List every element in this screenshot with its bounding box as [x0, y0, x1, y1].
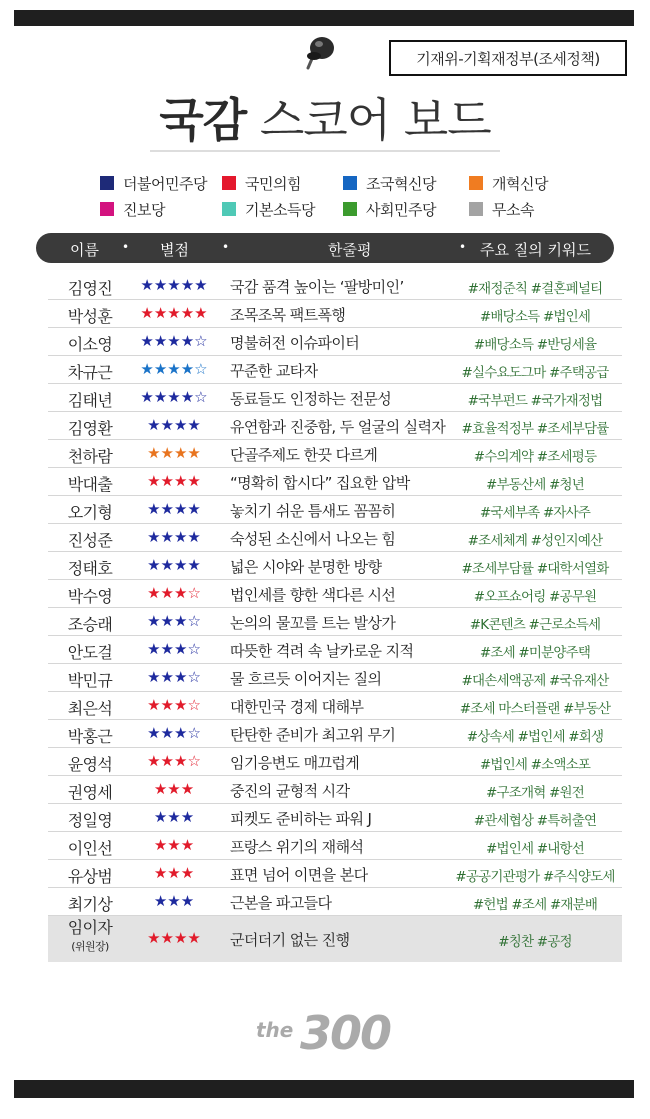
table-row	[48, 552, 622, 580]
empty-stars: ☆	[194, 332, 208, 350]
pushpin-icon	[300, 34, 340, 74]
member-name: 최은석	[67, 699, 113, 718]
table-row	[48, 440, 622, 468]
one-line-review: “명확히 합시다” 집요한 압박	[230, 474, 410, 492]
star-rating	[132, 416, 216, 434]
member-name: 이인선	[67, 839, 113, 858]
one-line-review: 군더더기 없는 진행	[230, 931, 350, 949]
keywords: #재정준칙 #결혼페널티	[467, 281, 603, 297]
one-line-review: 근본을 파고들다	[230, 894, 332, 912]
member-name: 최기상	[67, 895, 113, 914]
table-row	[48, 496, 622, 524]
keywords: #법인세 #내항선	[486, 841, 584, 857]
keywords: #수의계약 #조세평등	[473, 449, 597, 465]
filled-stars: ★★★	[153, 836, 195, 854]
one-line-review: 표면 넘어 이면을 본다	[230, 866, 368, 884]
star-rating	[132, 929, 216, 947]
table-row	[48, 328, 622, 356]
header-name: 이름	[70, 241, 99, 259]
star-rating	[132, 752, 216, 770]
member-name: 차규근	[67, 363, 113, 382]
keywords: #대손세액공제 #국유재산	[461, 673, 609, 689]
filled-stars: ★★★	[147, 612, 188, 630]
star-rating	[132, 808, 216, 826]
legend-row	[100, 196, 600, 222]
committee-label: 기재위-기획재정부(조세정책)	[389, 40, 627, 76]
legend-item	[222, 199, 343, 220]
one-line-review: 놓치기 쉬운 틈새도 꼼꼼히	[230, 502, 396, 520]
header-stars: 별점	[160, 241, 189, 259]
one-line-review: 물 흐르듯 이어지는 질의	[230, 670, 382, 688]
keywords: #K콘텐츠 #근로소득세	[469, 617, 601, 633]
one-line-review: 숙성된 소신에서 나오는 힘	[230, 530, 396, 548]
legend-item	[222, 173, 343, 194]
top-bar	[14, 10, 634, 26]
table-row	[48, 748, 622, 776]
keywords: #국부펀드 #국가재정법	[467, 393, 603, 409]
header-keywords: 주요 질의 키워드	[480, 241, 591, 259]
legend-label: 더불어민주당	[123, 174, 207, 193]
table-row	[48, 664, 622, 692]
table-row	[48, 804, 622, 832]
keywords: #조세 마스터플랜 #부동산	[459, 701, 611, 717]
keywords: #실수요도그마 #주택공급	[461, 365, 609, 381]
filled-stars: ★★★★★	[140, 304, 208, 322]
keywords: #관세협상 #특허출연	[473, 813, 597, 829]
one-line-review: 단골주제도 한끗 다르게	[230, 446, 378, 464]
filled-stars: ★★★★	[140, 332, 195, 350]
title-bold: 국감	[159, 93, 247, 147]
one-line-review: 프랑스 위기의 재해석	[230, 838, 364, 856]
star-rating	[132, 836, 216, 854]
legend-swatch	[100, 202, 114, 216]
legend-swatch	[343, 202, 357, 216]
empty-stars: ☆	[187, 752, 201, 770]
star-rating	[132, 640, 216, 658]
member-name: 천하람	[67, 447, 113, 466]
filled-stars: ★★★★	[147, 472, 201, 490]
keywords: #조세체계 #성인지예산	[467, 533, 603, 549]
title-regular: 스코어 보드	[246, 93, 491, 147]
star-rating	[132, 724, 216, 742]
star-rating	[132, 668, 216, 686]
title-divider	[150, 150, 500, 152]
star-rating	[132, 360, 216, 378]
filled-stars: ★★★★	[147, 556, 201, 574]
legend-label: 기본소득당	[245, 200, 315, 219]
table-row	[48, 524, 622, 552]
legend-swatch	[222, 176, 236, 190]
table-row	[48, 888, 622, 916]
table-row	[48, 412, 622, 440]
table-row	[48, 860, 622, 888]
one-line-review: 국감 품격 높이는 ‘팔방미인’	[230, 278, 404, 296]
star-rating	[132, 864, 216, 882]
keywords: #국세부족 #자사주	[479, 505, 591, 521]
star-rating	[132, 276, 216, 294]
filled-stars: ★★★	[147, 640, 188, 658]
member-name: 안도걸	[67, 643, 113, 662]
star-rating	[132, 332, 216, 350]
keywords: #부동산세 #청년	[486, 477, 584, 493]
keywords: #조세부담률 #대학서열화	[461, 561, 609, 577]
legend-item	[469, 199, 534, 220]
one-line-review: 임기응변도 매끄럽게	[230, 754, 360, 772]
one-line-review: 넓은 시야와 분명한 방향	[230, 558, 382, 576]
empty-stars: ☆	[187, 696, 201, 714]
table-row	[48, 608, 622, 636]
member-name: 윤영석	[67, 755, 113, 774]
the300-logo	[248, 1006, 408, 1060]
chair-title: (위원장)	[71, 940, 109, 953]
legend-label: 진보당	[123, 200, 165, 219]
empty-stars: ☆	[187, 724, 201, 742]
filled-stars: ★★★	[153, 892, 195, 910]
table-row	[48, 636, 622, 664]
member-name: 권영세	[67, 783, 113, 802]
empty-stars: ☆	[187, 668, 201, 686]
table-header	[36, 233, 614, 263]
empty-stars: ☆	[194, 388, 208, 406]
legend-swatch	[100, 176, 114, 190]
star-rating	[132, 500, 216, 518]
legend-item	[343, 173, 469, 194]
member-name: 정일영	[67, 811, 113, 830]
filled-stars: ★★★	[147, 584, 188, 602]
one-line-review: 대한민국 경제 대해부	[230, 698, 364, 716]
filled-stars: ★★★★★	[140, 276, 208, 294]
one-line-review: 조목조목 팩트폭행	[230, 306, 346, 324]
star-rating	[132, 892, 216, 910]
legend-label: 무소속	[492, 200, 534, 219]
keywords: #효율적정부 #조세부담률	[461, 421, 609, 437]
star-rating	[132, 584, 216, 602]
empty-stars: ☆	[194, 360, 208, 378]
filled-stars: ★★★	[147, 668, 188, 686]
keywords: #상속세 #법인세 #회생	[466, 729, 604, 745]
keywords: #구조개혁 #원전	[486, 785, 584, 801]
table-row	[48, 692, 622, 720]
filled-stars: ★★★	[147, 724, 188, 742]
member-name: 박민규	[67, 671, 113, 690]
member-name: 박성훈	[67, 307, 113, 326]
table-row	[48, 580, 622, 608]
bottom-bar	[14, 1080, 634, 1098]
filled-stars: ★★★	[153, 808, 195, 826]
table-row-chair	[48, 916, 622, 962]
one-line-review: 명불허전 이슈파이터	[230, 334, 360, 352]
legend-label: 국민의힘	[245, 174, 301, 193]
one-line-review: 동료들도 인정하는 전문성	[230, 390, 392, 408]
table-row	[48, 272, 622, 300]
keywords: #법인세 #소액소포	[479, 757, 591, 773]
empty-stars: ☆	[187, 584, 201, 602]
legend-item	[100, 173, 222, 194]
party-legend	[100, 170, 600, 222]
score-table	[48, 272, 622, 962]
filled-stars: ★★★★	[147, 416, 201, 434]
table-row	[48, 832, 622, 860]
legend-swatch	[222, 202, 236, 216]
one-line-review: 따뜻한 격려 속 날카로운 지적	[230, 642, 414, 660]
logo-the: the	[256, 1018, 294, 1042]
legend-item	[469, 173, 548, 194]
star-rating	[132, 472, 216, 490]
legend-label: 개혁신당	[492, 174, 548, 193]
legend-label: 사회민주당	[366, 200, 436, 219]
star-rating	[132, 556, 216, 574]
header-dot: •	[122, 240, 130, 254]
member-name: 유상범	[67, 867, 113, 886]
legend-row	[100, 170, 600, 196]
member-name: 진성준	[67, 531, 113, 550]
member-name: 박홍근	[67, 727, 113, 746]
one-line-review: 법인세를 향한 색다른 시선	[230, 586, 396, 604]
legend-swatch	[469, 202, 483, 216]
keywords: #배당소득 #반딩세율	[473, 337, 597, 353]
keywords: #헌법 #조세 #재분배	[472, 897, 598, 913]
table-row	[48, 300, 622, 328]
table-row	[48, 384, 622, 412]
legend-label: 조국혁신당	[366, 174, 436, 193]
member-name: 오기형	[67, 503, 113, 522]
one-line-review: 중진의 균형적 시각	[230, 782, 350, 800]
member-name: 박대출	[67, 475, 113, 494]
filled-stars: ★★★	[147, 696, 188, 714]
chair-name: 임이자	[67, 918, 113, 937]
keywords: #조세 #미분양주택	[479, 645, 591, 661]
table-row	[48, 468, 622, 496]
legend-swatch	[469, 176, 483, 190]
star-rating	[132, 304, 216, 322]
star-rating	[132, 528, 216, 546]
empty-stars: ☆	[187, 640, 201, 658]
legend-item	[343, 199, 469, 220]
one-line-review: 피켓도 준비하는 파워 J	[230, 810, 372, 828]
empty-stars: ☆	[187, 612, 201, 630]
keywords: #오프쇼어링 #공무원	[473, 589, 597, 605]
member-name: 김영진	[67, 279, 113, 298]
one-line-review: 탄탄한 준비가 최고위 무기	[230, 726, 396, 744]
member-name: 박수영	[67, 587, 113, 606]
filled-stars: ★★★★	[140, 388, 195, 406]
one-line-review: 논의의 물꼬를 트는 발상가	[230, 614, 396, 632]
star-rating	[132, 612, 216, 630]
star-rating	[132, 780, 216, 798]
table-row	[48, 720, 622, 748]
member-name: 정태호	[67, 559, 113, 578]
legend-swatch	[343, 176, 357, 190]
member-name	[48, 918, 132, 956]
header-oneline: 한줄평	[328, 241, 372, 259]
keywords: #공공기관평가 #주식양도세	[455, 869, 615, 885]
member-name: 김영환	[67, 419, 113, 438]
keywords: #배당소득 #법인세	[479, 309, 591, 325]
member-name: 이소영	[67, 335, 113, 354]
logo-300: 300	[300, 1006, 391, 1060]
filled-stars: ★★★★	[140, 360, 195, 378]
table-row	[48, 776, 622, 804]
filled-stars: ★★★	[153, 780, 195, 798]
filled-stars: ★★★★	[147, 444, 201, 462]
member-name: 김태년	[67, 391, 113, 410]
header-dot: •	[459, 240, 467, 254]
page-title	[0, 84, 650, 150]
one-line-review: 유연함과 진중함, 두 얼굴의 실력자	[230, 418, 446, 436]
keywords: #칭찬 #공정	[498, 934, 572, 950]
member-name: 조승래	[67, 615, 113, 634]
filled-stars: ★★★	[147, 752, 188, 770]
filled-stars: ★★★★	[147, 929, 201, 947]
one-line-review: 꾸준한 교타자	[230, 362, 318, 380]
star-rating	[132, 388, 216, 406]
table-row	[48, 356, 622, 384]
filled-stars: ★★★	[153, 864, 195, 882]
star-rating	[132, 444, 216, 462]
legend-item	[100, 199, 222, 220]
filled-stars: ★★★★	[147, 528, 201, 546]
filled-stars: ★★★★	[147, 500, 201, 518]
header-dot: •	[222, 240, 230, 254]
star-rating	[132, 696, 216, 714]
